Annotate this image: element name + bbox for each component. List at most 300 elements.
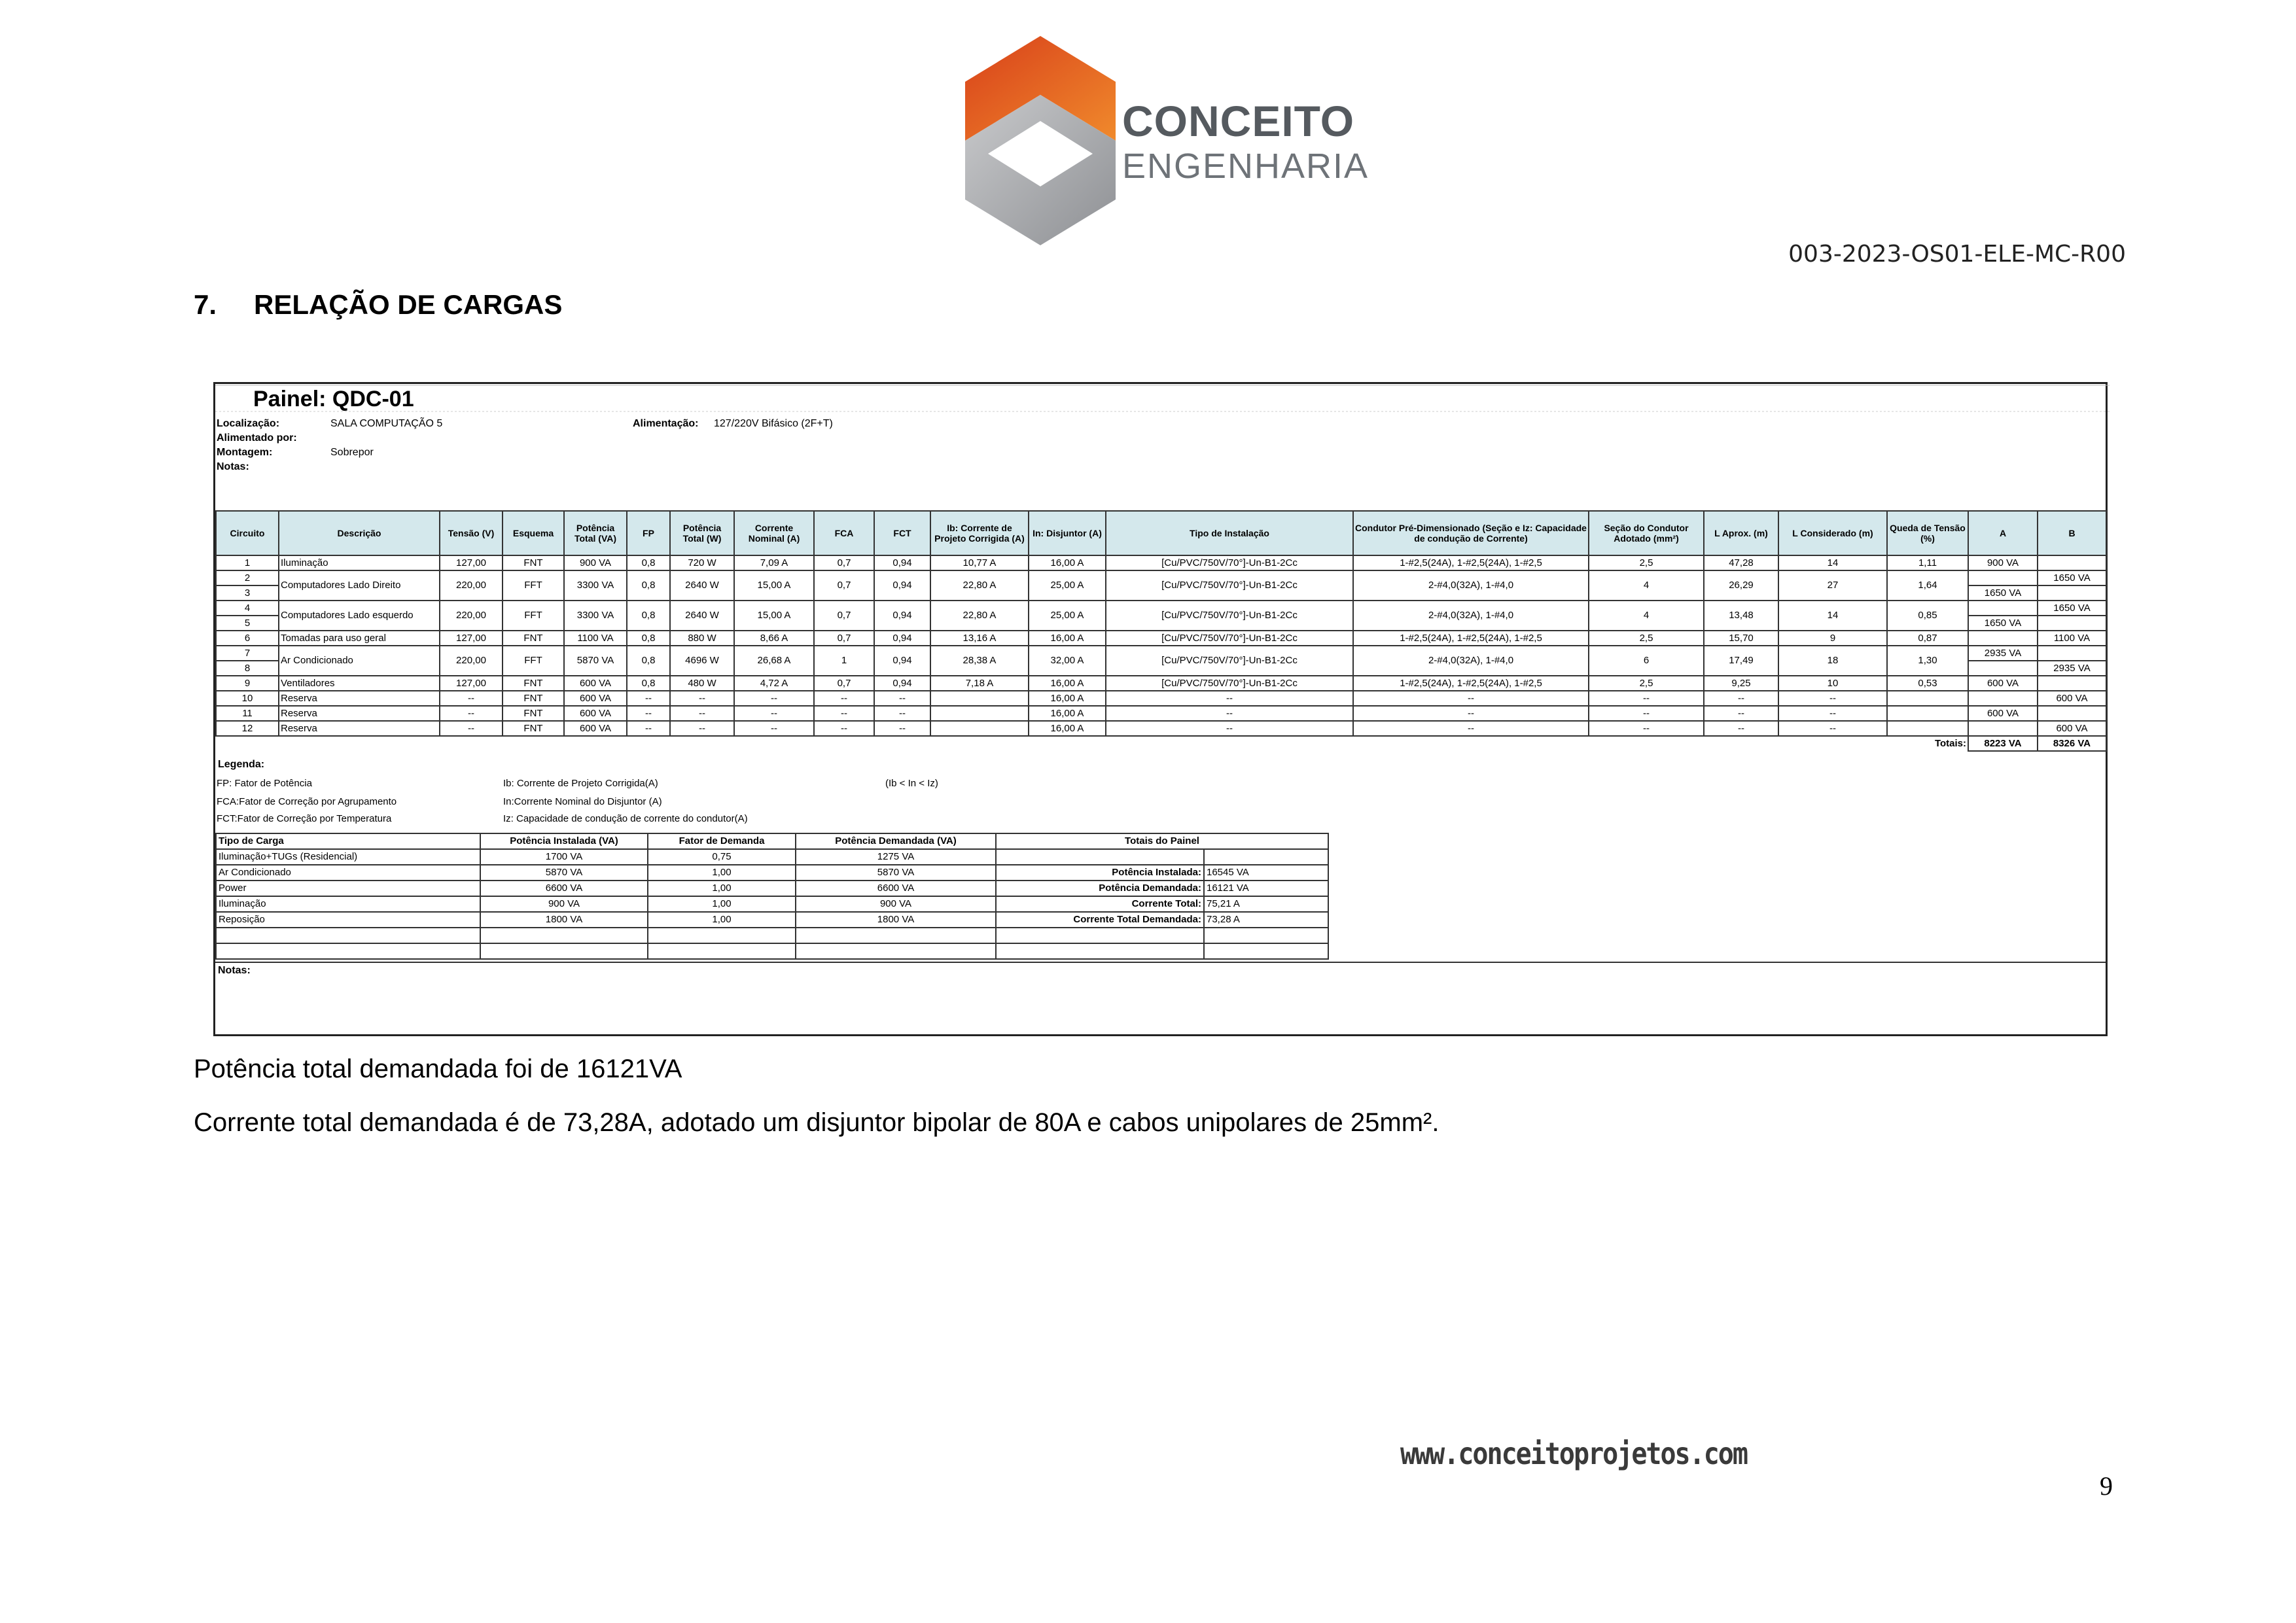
sheet-gridlines — [215, 384, 2110, 508]
legend-iz: Iz: Capacidade de condução de corrente do condutor(A) — [503, 813, 748, 824]
load-row — [216, 676, 2106, 691]
load-cell: 1650 VA — [2038, 601, 2106, 616]
summary-cell: 6600 VA — [796, 881, 996, 896]
load-cell: -- — [1106, 706, 1353, 721]
load-cell: 2935 VA — [2038, 661, 2106, 676]
load-cell: 22,80 A — [930, 601, 1029, 631]
load-cell: 2,5 — [1589, 631, 1704, 646]
load-cell: 3 — [216, 585, 279, 601]
load-cell: 1-#2,5(24A), 1-#2,5(24A), 1-#2,5 — [1353, 555, 1589, 570]
load-cell — [930, 706, 1029, 721]
load-cell: Reserva — [279, 691, 440, 706]
load-row — [216, 570, 2106, 585]
load-cell: -- — [1589, 721, 1704, 736]
load-cell: 17,49 — [1704, 646, 1778, 676]
load-cell: 600 VA — [1968, 676, 2038, 691]
load-cell: 0,8 — [627, 646, 670, 676]
summary-cell: 1,00 — [648, 865, 796, 881]
load-cell: FNT — [503, 555, 564, 570]
summary-cell: Reposição — [216, 912, 480, 928]
load-cell: FNT — [503, 631, 564, 646]
load-cell: -- — [814, 721, 874, 736]
load-cell: 720 W — [670, 555, 734, 570]
load-cell: 27 — [1778, 570, 1887, 601]
load-header-cell: Potência Total (VA) — [564, 511, 627, 555]
load-cell: [Cu/PVC/750V/70°]-Un-B1-2Cc — [1106, 570, 1353, 601]
load-cell: 4,72 A — [734, 676, 814, 691]
summary-cell: 1800 VA — [480, 912, 648, 928]
load-cell: 15,70 — [1704, 631, 1778, 646]
load-cell: 0,94 — [874, 570, 930, 601]
logo-word-engenharia: ENGENHARIA — [1122, 147, 1369, 186]
load-cell: 11 — [216, 706, 279, 721]
panel-sheet — [213, 382, 2108, 1036]
load-cell: 0,94 — [874, 646, 930, 676]
load-cell: 14 — [1778, 555, 1887, 570]
load-cell: 28,38 A — [930, 646, 1029, 676]
load-cell: 0,8 — [627, 631, 670, 646]
load-row — [216, 646, 2106, 661]
summary-cell: 1,00 — [648, 881, 796, 896]
summary-cell: Potência Instalada: — [996, 865, 1204, 881]
load-cell: 2935 VA — [1968, 646, 2038, 661]
load-cell: 1650 VA — [2038, 570, 2106, 585]
summary-cell — [480, 928, 648, 943]
supply-label: Alimentação: — [633, 418, 699, 429]
notes-divider — [215, 962, 2106, 963]
load-cell: [Cu/PVC/750V/70°]-Un-B1-2Cc — [1106, 631, 1353, 646]
fed-by-label: Alimentado por: — [217, 432, 297, 444]
load-header-cell: Corrente Nominal (A) — [734, 511, 814, 555]
load-header-cell: Seção do Condutor Adotado (mm²) — [1589, 511, 1704, 555]
load-cell: 1-#2,5(24A), 1-#2,5(24A), 1-#2,5 — [1353, 631, 1589, 646]
summary-row — [216, 896, 1328, 912]
load-cell: 4 — [1589, 601, 1704, 631]
total-phase-b: 8326 VA — [2038, 736, 2106, 751]
summary-row — [216, 881, 1328, 896]
load-cell: -- — [627, 691, 670, 706]
summary-header — [216, 833, 1328, 849]
load-cell: 1,11 — [1887, 555, 1968, 570]
load-row — [216, 555, 2106, 570]
legend-title: Legenda: — [218, 759, 265, 770]
load-cell: 1 — [814, 646, 874, 676]
summary-cell: 73,28 A — [1204, 912, 1328, 928]
load-cell: -- — [440, 706, 503, 721]
mounting-value: Sobrepor — [330, 447, 374, 458]
load-cell: 9 — [216, 676, 279, 691]
load-cell: 0,85 — [1887, 601, 1968, 631]
load-cell: 16,00 A — [1029, 631, 1106, 646]
load-cell: 8,66 A — [734, 631, 814, 646]
load-cell: 5 — [216, 616, 279, 631]
load-cell: 32,00 A — [1029, 646, 1106, 676]
load-cell: -- — [1353, 721, 1589, 736]
summary-cell — [796, 928, 996, 943]
company-logo — [962, 36, 1368, 245]
load-header-cell: FCA — [814, 511, 874, 555]
legend-fp: FP: Fator de Potência — [217, 778, 312, 789]
summary-cell — [996, 849, 1204, 865]
load-row — [216, 631, 2106, 646]
load-cell: -- — [814, 706, 874, 721]
summary-cell: 1,00 — [648, 896, 796, 912]
notes-label-top: Notas: — [217, 461, 249, 472]
location-label: Localização: — [217, 418, 280, 429]
load-cell: 0,7 — [814, 601, 874, 631]
load-cell: 0,8 — [627, 676, 670, 691]
load-header-cell: Condutor Pré-Dimensionado (Seção e Iz: Capacidade de condução de Corrente) — [1353, 511, 1589, 555]
load-cell — [1968, 691, 2038, 706]
load-cell: -- — [1353, 706, 1589, 721]
load-cell: -- — [670, 691, 734, 706]
load-cell: Reserva — [279, 706, 440, 721]
load-cell: 26,29 — [1704, 570, 1778, 601]
load-cell: 600 VA — [1968, 706, 2038, 721]
load-cell — [930, 691, 1029, 706]
load-cell: 0,94 — [874, 555, 930, 570]
load-cell: 0,53 — [1887, 676, 1968, 691]
load-cell: 600 VA — [564, 691, 627, 706]
load-cell: 5870 VA — [564, 646, 627, 676]
summary-cell: 900 VA — [796, 896, 996, 912]
load-cell: 2,5 — [1589, 676, 1704, 691]
load-cell: -- — [734, 721, 814, 736]
load-cell: 2640 W — [670, 601, 734, 631]
load-cell: 127,00 — [440, 631, 503, 646]
legend-fct: FCT:Fator de Correção por Temperatura — [217, 813, 392, 824]
summary-table — [215, 833, 1329, 960]
load-cell: 25,00 A — [1029, 601, 1106, 631]
load-cell: -- — [1704, 721, 1778, 736]
load-cell: -- — [874, 721, 930, 736]
load-cell: 2-#4,0(32A), 1-#4,0 — [1353, 601, 1589, 631]
document-code: 003-2023-OS01-ELE-MC-R00 — [1788, 241, 2126, 268]
summary-cell — [1204, 943, 1328, 959]
load-cell: Iluminação — [279, 555, 440, 570]
load-cell: Ar Condicionado — [279, 646, 440, 676]
summary-cell — [648, 928, 796, 943]
summary-cell: Potência Demandada: — [996, 881, 1204, 896]
load-cell: 1100 VA — [2038, 631, 2106, 646]
load-header-cell: B — [2038, 511, 2106, 555]
load-cell: 7 — [216, 646, 279, 661]
summary-cell: 5870 VA — [480, 865, 648, 881]
load-cell: [Cu/PVC/750V/70°]-Un-B1-2Cc — [1106, 555, 1353, 570]
load-cell — [1887, 691, 1968, 706]
load-cell: 1 — [216, 555, 279, 570]
summary-header-cell: Tipo de Carga — [216, 833, 480, 849]
load-header-cell: Potência Total (W) — [670, 511, 734, 555]
summary-row — [216, 865, 1328, 881]
load-cell: 3300 VA — [564, 601, 627, 631]
summary-cell: Corrente Total Demandada: — [996, 912, 1204, 928]
load-cell: 220,00 — [440, 570, 503, 601]
load-cell: 25,00 A — [1029, 570, 1106, 601]
load-cell: 1,64 — [1887, 570, 1968, 601]
logo-word-conceito: CONCEITO — [1122, 97, 1355, 145]
load-cell — [1968, 631, 2038, 646]
load-header-cell: Circuito — [216, 511, 279, 555]
paragraph-demanded-power: Potência total demandada foi de 16121VA — [194, 1055, 682, 1083]
load-cell: 7,09 A — [734, 555, 814, 570]
load-cell: 9,25 — [1704, 676, 1778, 691]
summary-cell — [216, 928, 480, 943]
load-cell: Ventiladores — [279, 676, 440, 691]
summary-cell — [480, 943, 648, 959]
load-cell — [1887, 721, 1968, 736]
load-cell: -- — [1353, 691, 1589, 706]
load-cell: 2 — [216, 570, 279, 585]
summary-header-cell: Fator de Demanda — [648, 833, 796, 849]
load-cell: -- — [1106, 691, 1353, 706]
load-cell — [2038, 555, 2106, 570]
section-title: RELAÇÃO DE CARGAS — [254, 289, 563, 320]
load-cell: -- — [874, 706, 930, 721]
load-table-header — [216, 511, 2106, 555]
load-cell: -- — [627, 721, 670, 736]
load-header-cell: Ib: Corrente de Projeto Corrigida (A) — [930, 511, 1029, 555]
load-row — [216, 706, 2106, 721]
summary-cell: 1800 VA — [796, 912, 996, 928]
load-header-cell: In: Disjuntor (A) — [1029, 511, 1106, 555]
load-row — [216, 601, 2106, 616]
load-cell: 600 VA — [564, 676, 627, 691]
load-cell — [1968, 661, 2038, 676]
website-url: www.conceitoprojetos.com — [1400, 1437, 1747, 1472]
load-cell: 8 — [216, 661, 279, 676]
load-header-cell: FCT — [874, 511, 930, 555]
load-cell: 13,16 A — [930, 631, 1029, 646]
load-cell: 0,8 — [627, 555, 670, 570]
summary-cell: 5870 VA — [796, 865, 996, 881]
load-cell: 1,30 — [1887, 646, 1968, 676]
load-cell: 12 — [216, 721, 279, 736]
load-cell: Reserva — [279, 721, 440, 736]
panel-title: Painel: QDC-01 — [253, 387, 414, 411]
load-cell: 2,5 — [1589, 555, 1704, 570]
location-value: SALA COMPUTAÇÃO 5 — [330, 418, 443, 429]
load-cell: 7,18 A — [930, 676, 1029, 691]
summary-cell: 16545 VA — [1204, 865, 1328, 881]
summary-row — [216, 849, 1328, 865]
summary-row — [216, 912, 1328, 928]
load-cell: -- — [670, 706, 734, 721]
summary-cell: 1275 VA — [796, 849, 996, 865]
load-cell: -- — [1589, 691, 1704, 706]
load-cell: -- — [814, 691, 874, 706]
load-header-cell: Queda de Tensão (%) — [1887, 511, 1968, 555]
load-cell — [2038, 616, 2106, 631]
load-cell: 0,7 — [814, 555, 874, 570]
legend-in: In:Corrente Nominal do Disjuntor (A) — [503, 796, 662, 807]
load-cell: -- — [440, 721, 503, 736]
load-cell: Computadores Lado Direito — [279, 570, 440, 601]
section-number: 7. — [194, 289, 217, 320]
load-cell — [2038, 646, 2106, 661]
load-cell: 3300 VA — [564, 570, 627, 601]
load-cell: 15,00 A — [734, 601, 814, 631]
load-cell: -- — [440, 691, 503, 706]
summary-cell: Power — [216, 881, 480, 896]
load-header-cell: Descrição — [279, 511, 440, 555]
load-cell: FNT — [503, 691, 564, 706]
load-cell: 10,77 A — [930, 555, 1029, 570]
summary-cell: 0,75 — [648, 849, 796, 865]
load-cell — [2038, 585, 2106, 601]
load-header-cell: Esquema — [503, 511, 564, 555]
load-cell: FNT — [503, 721, 564, 736]
summary-body — [216, 849, 1328, 959]
summary-cell: 16121 VA — [1204, 881, 1328, 896]
load-cell: Tomadas para uso geral — [279, 631, 440, 646]
paragraph-demanded-current: Corrente total demandada é de 73,28A, adotado um disjuntor bipolar de 80A e cabos unipolares de 25mm². — [194, 1108, 1439, 1137]
load-cell — [1887, 706, 1968, 721]
load-cell: 0,8 — [627, 601, 670, 631]
summary-cell — [996, 943, 1204, 959]
load-cell: 26,68 A — [734, 646, 814, 676]
load-cell: 6 — [216, 631, 279, 646]
load-cell: 6 — [1589, 646, 1704, 676]
summary-cell — [1204, 849, 1328, 865]
load-cell: 0,8 — [627, 570, 670, 601]
load-cell — [2038, 676, 2106, 691]
load-cell: 1100 VA — [564, 631, 627, 646]
load-cell: 600 VA — [2038, 691, 2106, 706]
summary-header-cell: Potência Demandada (VA) — [796, 833, 996, 849]
load-cell: -- — [1704, 706, 1778, 721]
total-phase-a: 8223 VA — [1968, 736, 2038, 751]
load-cell: [Cu/PVC/750V/70°]-Un-B1-2Cc — [1106, 676, 1353, 691]
load-cell: 480 W — [670, 676, 734, 691]
summary-cell — [216, 943, 480, 959]
load-cell: 2-#4,0(32A), 1-#4,0 — [1353, 646, 1589, 676]
load-cell: 4 — [216, 601, 279, 616]
load-cell: 47,28 — [1704, 555, 1778, 570]
load-table — [215, 510, 2107, 752]
load-cell: -- — [1589, 706, 1704, 721]
summary-empty-row — [216, 943, 1328, 959]
load-cell: 9 — [1778, 631, 1887, 646]
summary-cell: Ar Condicionado — [216, 865, 480, 881]
load-cell: -- — [734, 691, 814, 706]
load-cell: 880 W — [670, 631, 734, 646]
load-cell: 2-#4,0(32A), 1-#4,0 — [1353, 570, 1589, 601]
load-header-cell: FP — [627, 511, 670, 555]
load-cell: 22,80 A — [930, 570, 1029, 601]
load-cell: 10 — [1778, 676, 1887, 691]
load-cell: [Cu/PVC/750V/70°]-Un-B1-2Cc — [1106, 646, 1353, 676]
load-cell: 220,00 — [440, 646, 503, 676]
load-cell: 16,00 A — [1029, 691, 1106, 706]
load-cell: 0,94 — [874, 676, 930, 691]
load-cell: 900 VA — [1968, 555, 2038, 570]
load-cell: -- — [734, 706, 814, 721]
load-cell: 16,00 A — [1029, 706, 1106, 721]
load-cell: 0,7 — [814, 631, 874, 646]
load-cell: -- — [1778, 691, 1887, 706]
load-cell — [930, 721, 1029, 736]
load-cell: -- — [627, 706, 670, 721]
load-cell: -- — [670, 721, 734, 736]
load-header-cell: A — [1968, 511, 2038, 555]
load-cell: FNT — [503, 676, 564, 691]
load-cell: 0,7 — [814, 570, 874, 601]
load-cell: 10 — [216, 691, 279, 706]
summary-cell: 900 VA — [480, 896, 648, 912]
totals-label: Totais: — [1934, 738, 1966, 749]
load-cell: 127,00 — [440, 555, 503, 570]
load-cell: 1650 VA — [1968, 585, 2038, 601]
load-cell: 0,7 — [814, 676, 874, 691]
load-cell: FFT — [503, 646, 564, 676]
load-cell: 600 VA — [564, 721, 627, 736]
load-cell: 15,00 A — [734, 570, 814, 601]
load-cell: 0,94 — [874, 631, 930, 646]
mounting-label: Montagem: — [217, 447, 273, 458]
load-cell: 4696 W — [670, 646, 734, 676]
load-cell: 16,00 A — [1029, 721, 1106, 736]
summary-cell: Iluminação — [216, 896, 480, 912]
legend-fca: FCA:Fator de Correção por Agrupamento — [217, 796, 397, 807]
load-cell: FNT — [503, 706, 564, 721]
load-cell: 14 — [1778, 601, 1887, 631]
summary-cell — [648, 943, 796, 959]
load-cell — [1968, 570, 2038, 585]
load-cell: 16,00 A — [1029, 555, 1106, 570]
load-cell: Computadores Lado esquerdo — [279, 601, 440, 631]
load-row — [216, 691, 2106, 706]
summary-header-cell: Potência Instalada (VA) — [480, 833, 648, 849]
load-cell: FFT — [503, 601, 564, 631]
legend-rule: (Ib < In < Iz) — [885, 778, 938, 789]
load-cell: [Cu/PVC/750V/70°]-Un-B1-2Cc — [1106, 601, 1353, 631]
load-cell: -- — [1704, 691, 1778, 706]
legend-ib: Ib: Corrente de Projeto Corrigida(A) — [503, 778, 658, 789]
supply-value: 127/220V Bifásico (2F+T) — [714, 418, 833, 429]
load-cell: 600 VA — [2038, 721, 2106, 736]
summary-cell — [996, 928, 1204, 943]
load-cell: 1-#2,5(24A), 1-#2,5(24A), 1-#2,5 — [1353, 676, 1589, 691]
summary-cell: 1700 VA — [480, 849, 648, 865]
notes-label: Notas: — [218, 965, 251, 976]
summary-cell: 6600 VA — [480, 881, 648, 896]
load-cell: -- — [1778, 706, 1887, 721]
load-header-cell: L Considerado (m) — [1778, 511, 1887, 555]
load-cell: 2640 W — [670, 570, 734, 601]
load-table-body — [216, 555, 2106, 751]
summary-cell — [1204, 928, 1328, 943]
load-cell: 900 VA — [564, 555, 627, 570]
load-cell: 1650 VA — [1968, 616, 2038, 631]
load-header-cell: Tipo de Instalação — [1106, 511, 1353, 555]
summary-empty-row — [216, 928, 1328, 943]
summary-cell — [796, 943, 996, 959]
load-cell: -- — [874, 691, 930, 706]
load-cell — [1968, 721, 2038, 736]
summary-cell: 75,21 A — [1204, 896, 1328, 912]
load-cell: -- — [1778, 721, 1887, 736]
load-cell: 0,87 — [1887, 631, 1968, 646]
load-cell: 0,94 — [874, 601, 930, 631]
load-row — [216, 721, 2106, 736]
load-cell: 220,00 — [440, 601, 503, 631]
summary-cell: 1,00 — [648, 912, 796, 928]
load-cell: 13,48 — [1704, 601, 1778, 631]
summary-cell: Iluminação+TUGs (Residencial) — [216, 849, 480, 865]
load-cell: 4 — [1589, 570, 1704, 601]
page-number: 9 — [2100, 1471, 2113, 1501]
